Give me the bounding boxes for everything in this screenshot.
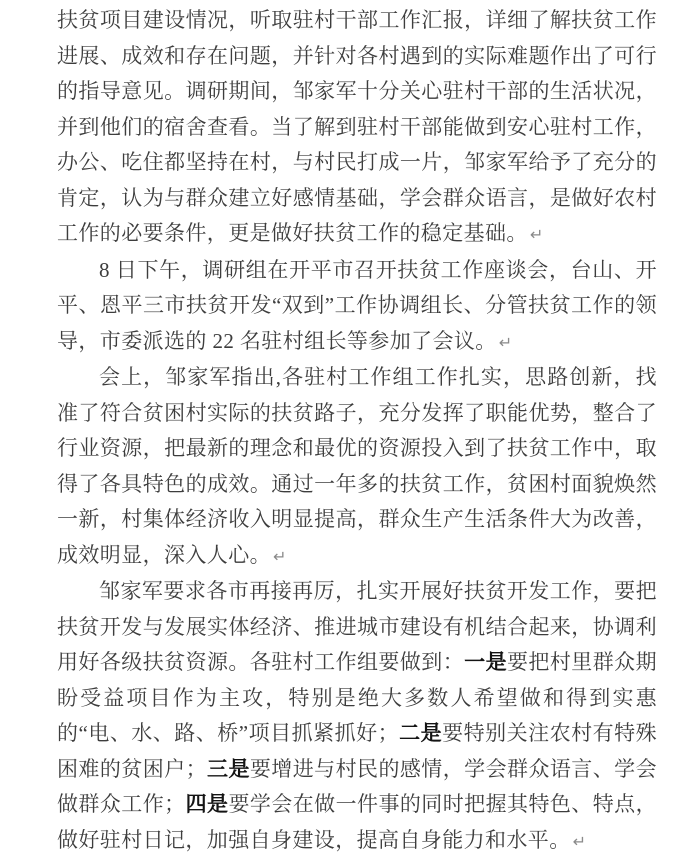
text-run: 8 日下午，调研组在开平市召开扶贫工作座谈会，台山、开平、恩平三市扶贫开发“双到”工作协调组长、分管扶贫工作的领导，市委派选的 22 名驻村组长等参加了会议。 bbox=[57, 257, 657, 353]
bold-text-run: 四是 bbox=[185, 792, 229, 816]
text-run: 要特别关注农村有特殊困难的贫困户； bbox=[57, 721, 657, 781]
text-run: 会上，邹家军指出,各驻村工作组工作扎实，思路创新，找准了符合贫困村实际的扶贫路子，充分发挥了职能优势，整合了行业资源，把最新的理念和最优的资源投入到了扶贫工作中，取得了各具特色的成效。通过一年多的扶贫工作，贫困村面貌焕然一新，村集体经济收入明显提高，群众生产生活条件大为改善，成效明显，深入人心。 bbox=[57, 365, 657, 567]
text-run: 要把村里群众期盼受益项目作为主攻，特别是绝大多数人希望做和得到实惠的“电、水、路、桥”项目抓紧抓好； bbox=[57, 650, 657, 745]
paragraph-mark-icon: ↵ bbox=[273, 546, 287, 566]
text-run: 扶贫项目建设情况，听取驻村干部工作汇报，详细了解扶贫工作进展、成效和存在问题，并针对各村遇到的实际难题作出了可行的指导意见。调研期间，邹家军十分关心驻村干部的生活状况，并到他们的宿舍查看。当了解到驻村干部能做到安心驻村工作，办公、吃住都坚持在村，与村民打成一片，邹家军给予了充分的肯定，认为与群众建立好感情基础，学会群众语言，是做好农村工作的必要条件，更是做好扶贫工作的稳定基础。 bbox=[57, 8, 657, 245]
paragraph bbox=[57, 3, 657, 253]
paragraph bbox=[57, 360, 657, 574]
paragraph bbox=[57, 253, 657, 361]
bold-text-run: 三是 bbox=[206, 756, 250, 781]
text-run: 邹家军要求各市再接再厉，扎实开展好扶贫开发工作，要把扶贫开发与发展实体经济、推进城市建设有机结合起来，协调利用好各级扶贫资源。各驻村工作组要做到： bbox=[57, 579, 657, 674]
paragraph-mark-icon: ↵ bbox=[498, 332, 513, 352]
bold-text-run: 一是 bbox=[464, 650, 507, 674]
document-text bbox=[57, 3, 657, 859]
text-run: 要增进与村民的感情，学会群众语言、学会做群众工作； bbox=[57, 756, 657, 816]
paragraph-mark-icon: ↵ bbox=[529, 225, 544, 244]
text-run: 要学会在做一件事的同时把握其特色、特点，做好驻村日记，加强自身建设，提高自身能力和水平。 bbox=[57, 792, 657, 852]
bold-text-run: 二是 bbox=[399, 721, 443, 745]
paragraph bbox=[57, 574, 657, 859]
paragraph-mark-icon: ↵ bbox=[572, 831, 587, 851]
